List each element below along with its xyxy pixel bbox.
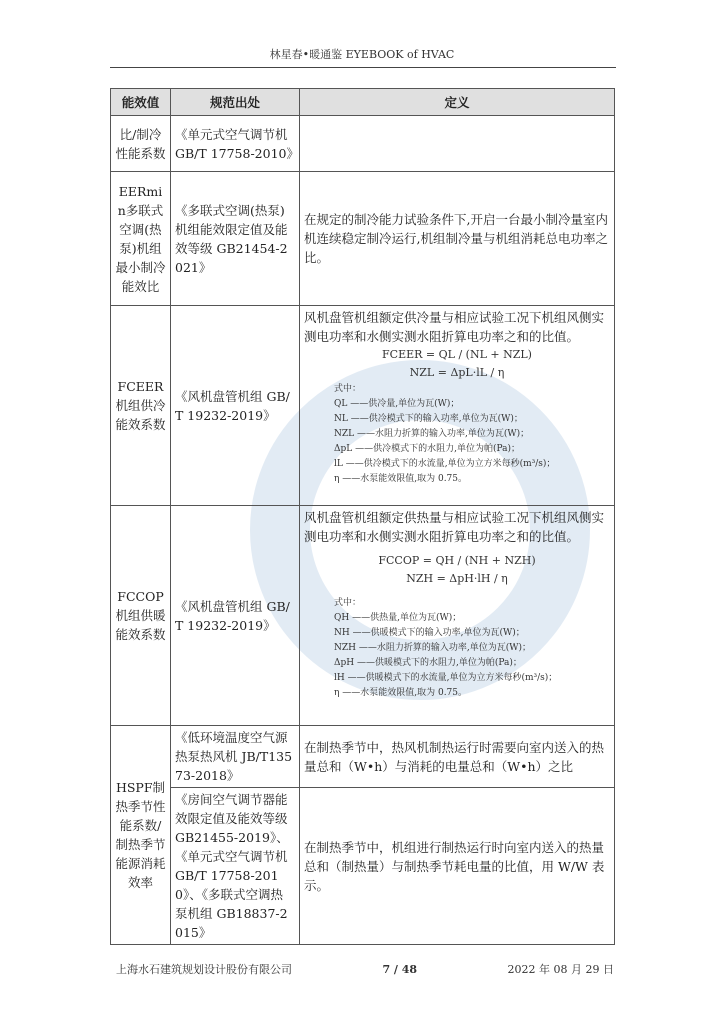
standard-source: 《多联式空调(热泵)机组能效限定值及能效等级 GB21454-2021》 — [171, 172, 300, 306]
standard-source: 《低环境温度空气源热泵热风机 JB/T13573-2018》 — [171, 726, 300, 788]
metric-name: HSPF制热季节性能系数/制热季节能源消耗效率 — [111, 726, 171, 945]
table-header-row — [111, 89, 615, 116]
legend-item: NL ——供冷模式下的输入功率,单位为瓦(W)； — [334, 414, 523, 424]
definition: 风机盘管机组额定供冷量与相应试验工况下机组风侧实测电功率和水侧实测水阻折算电功率之和的比值。 — [304, 310, 605, 344]
metric-name: EERmin多联式空调(热泵)机组最小制冷能效比 — [111, 172, 171, 306]
footer-page-number: 7 / 48 — [382, 962, 418, 976]
legend-title: 式中： — [334, 384, 362, 394]
table-row — [111, 506, 615, 726]
legend-item: ΔpH ——供暖模式下的水阻力,单位为帕(Pa)； — [334, 658, 522, 668]
footer-date: 2022 年 08 月 29 日 — [507, 963, 614, 976]
legend-item: NZH ——水阻力折算的输入功率,单位为瓦(W)； — [334, 643, 531, 653]
metric-name: 比/制冷性能系数 — [111, 116, 171, 172]
formula: NZH = ΔpH·lH / η — [406, 572, 508, 585]
standard-source: 《风机盘管机组 GB/T 19232-2019》 — [171, 506, 300, 726]
definition: 在规定的制冷能力试验条件下,开启一台最小制冷量室内机连续稳定制冷运行,机组制冷量与机组消耗总电功率之比。 — [300, 172, 615, 306]
footer-company: 上海水石建筑规划设计股份有限公司 — [116, 963, 292, 976]
table-row — [111, 788, 615, 945]
table-row — [111, 726, 615, 788]
page-header: 林星春•暖通鉴 EYEBOOK of HVAC — [269, 48, 455, 61]
metric-name: FCCOP机组供暖能效系数 — [111, 506, 171, 726]
definition: 在制热季节中，机组进行制热运行时向室内送入的热量总和（制热量）与制热季节耗电量的比值，用 W/W 表示。 — [300, 788, 615, 945]
header-rule — [110, 67, 616, 68]
legend-item: QH ——供热量,单位为瓦(W)； — [334, 613, 462, 623]
table-row — [111, 116, 615, 172]
standard-source: 《单元式空气调节机 GB/T 17758-2010》 — [171, 116, 300, 172]
col-header: 定义 — [300, 89, 615, 116]
legend-item: lH ——供暖模式下的水流量,单位为立方米每秒(m³/s)； — [334, 673, 558, 683]
legend-item: ΔpL ——供冷模式下的水阻力,单位为帕(Pa)； — [334, 444, 520, 454]
definition: 风机盘管机组额定供热量与相应试验工况下机组风侧实测电功率和水侧实测水阻折算电功率之和的比值。 — [304, 510, 605, 544]
col-header: 规范出处 — [171, 89, 300, 116]
table-row — [111, 172, 615, 306]
efficiency-table — [110, 88, 615, 945]
page-footer — [116, 961, 614, 977]
legend-title: 式中： — [334, 598, 362, 608]
definition-cell — [300, 506, 615, 726]
standard-source: 《房间空气调节器能效限定值及能效等级 GB21455-2019》、《单元式空气调节机 GB/T 17758-2010》、《多联式空调热泵机组 GB18837-2015》 — [171, 788, 300, 945]
legend-item: NH ——供暖模式下的输入功率,单位为瓦(W)； — [334, 628, 525, 638]
legend-item: η ——水泵能效限值,取为 0.75。 — [334, 688, 468, 698]
metric-name: FCEER机组供冷能效系数 — [111, 306, 171, 506]
standard-source: 《风机盘管机组 GB/T 19232-2019》 — [171, 306, 300, 506]
table-row — [111, 306, 615, 506]
legend-item: lL ——供冷模式下的水流量,单位为立方米每秒(m³/s)； — [334, 459, 556, 469]
definition-cell — [300, 306, 615, 506]
col-header: 能效值 — [111, 89, 171, 116]
definition — [300, 116, 615, 172]
formula: NZL = ΔpL·lL / η — [409, 366, 505, 379]
formula: FCCOP = QH / (NH + NZH) — [378, 554, 536, 567]
legend-item: NZL ——水阻力折算的输入功率,单位为瓦(W)； — [334, 429, 530, 439]
legend-item: QL ——供冷量,单位为瓦(W)； — [334, 399, 460, 409]
formula: FCEER = QL / (NL + NZL) — [382, 348, 532, 361]
definition: 在制热季节中，热风机制热运行时需要向室内送入的热量总和（W•h）与消耗的电量总和（W•h）之比 — [300, 726, 615, 788]
legend-item: η ——水泵能效限值,取为 0.75。 — [334, 474, 468, 484]
